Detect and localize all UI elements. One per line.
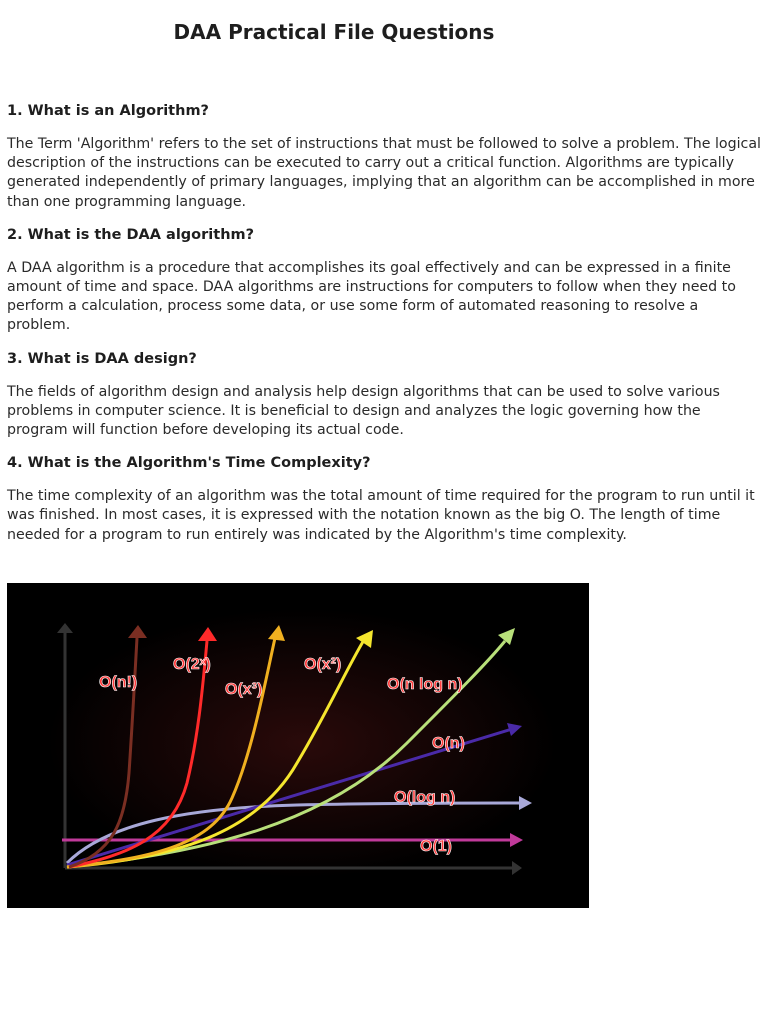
question-heading: 4. What is the Algorithm's Time Complexity?	[7, 455, 371, 472]
answer-paragraph: The Term 'Algorithm' refers to the set of instructions that must be followed to solve a problem. The logical description of the instructions can be executed to carry out a critical function. Algorithms are typically generated independently of primary languages, implying that an algorithm can be accomplished in more than one programming language.	[7, 136, 761, 210]
label-linear: O(n)	[432, 735, 465, 752]
answer-paragraph: A DAA algorithm is a procedure that accomplishes its goal effectively and can be expressed in a finite amount of time and space. DAA algorithms are instructions for computers to follow when they need to perform a calculation, process some data, or use some form of automated reasoning to resolve a problem.	[7, 259, 736, 334]
complexity-figure	[7, 583, 589, 908]
label-exponential: O(2ˣ)	[173, 656, 211, 673]
answer-paragraph: The fields of algorithm design and analysis help design algorithms that can be used to solve various problems in computer science. It is beneficial to design and analyzes the logic governing how the program will function before developing its actual code.	[7, 383, 720, 439]
label-log: O(log n)	[394, 789, 456, 806]
label-nlogn: O(n log n)	[387, 676, 463, 693]
page-title: DAA Practical File Questions	[173, 20, 495, 44]
label-constant: O(1)	[420, 838, 452, 855]
question-heading: 3. What is DAA design?	[7, 350, 197, 367]
question-heading: 2. What is the DAA algorithm?	[7, 226, 255, 243]
label-factorial: O(n!)	[99, 674, 138, 691]
question-heading: 1. What is an Algorithm?	[7, 103, 209, 119]
qa-list	[7, 103, 765, 560]
answer-paragraph: The time complexity of an algorithm was the total amount of time required for the program to run until it was finished. In most cases, it is expressed with the notation known as the big O. The length of time needed for a program to run entirely was indicated by the Algorithm's time complexity.	[7, 488, 755, 543]
background-glow	[47, 608, 557, 878]
complexity-graph	[7, 583, 589, 908]
label-quadratic: O(x²)	[304, 656, 342, 673]
label-cubic: O(x³)	[225, 681, 263, 698]
